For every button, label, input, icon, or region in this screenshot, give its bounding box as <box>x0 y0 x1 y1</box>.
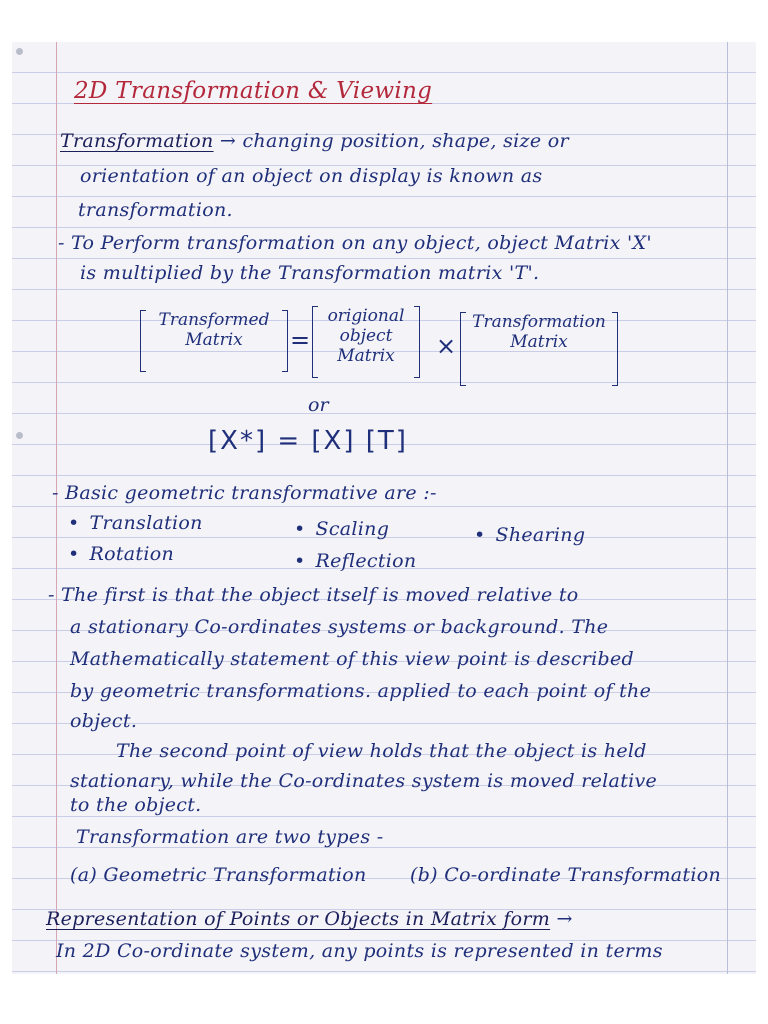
page-title: 2D Transformation & Viewing <box>74 78 433 104</box>
definition-line-2: orientation of an object on display is known as <box>80 165 543 187</box>
basic-item-rotation: • Rotation <box>68 543 174 565</box>
paragraph1-line-5: object. <box>70 710 138 732</box>
paragraph2-line-3: to the object. <box>70 794 202 816</box>
basic-heading: - Basic geometric transformative are :- <box>52 482 437 504</box>
binder-hole <box>16 432 23 439</box>
representation-heading: Representation of Points or Objects in Matrix form <box>46 908 551 930</box>
definition-line-3: transformation. <box>78 199 233 221</box>
transformation-matrix-bracket <box>460 312 618 386</box>
transformation-matrix-label-2: Matrix <box>510 332 568 352</box>
short-form-equation: [X*] = [X] [T] <box>208 426 408 456</box>
original-matrix-label-1: origional <box>327 306 405 326</box>
type-b: (b) Co-ordinate Transformation <box>410 864 722 886</box>
margin-line <box>56 42 57 974</box>
transformed-matrix-bracket <box>140 310 288 372</box>
type-a: (a) Geometric Transformation <box>70 864 367 886</box>
definition-arrow: → <box>219 130 237 152</box>
original-matrix-label-2: object <box>339 326 393 346</box>
notebook-page <box>12 42 756 974</box>
paragraph1-line-2: a stationary Co-ordinates systems or background. The <box>70 616 609 638</box>
paragraph2-line-1: The second point of view holds that the object is held <box>116 740 647 762</box>
basic-item-shearing: • Shearing <box>474 524 585 546</box>
basic-item-scaling: • Scaling <box>294 518 389 540</box>
basic-item-reflection: • Reflection <box>294 550 416 572</box>
paragraph1-line-3: Mathematically statement of this view point is described <box>70 648 635 670</box>
times-sign: × <box>436 332 457 360</box>
paragraph2-line-2: stationary, while the Co-ordinates system is moved relative <box>70 770 658 792</box>
representation-arrow: → <box>556 908 573 930</box>
definition-line-1 <box>60 130 569 152</box>
original-matrix-bracket <box>312 306 420 378</box>
transformed-matrix-label-1: Transformed <box>158 310 270 330</box>
or-text: or <box>308 394 329 416</box>
perform-line-1: - To Perform transformation on any object, object Matrix 'X' <box>58 232 652 254</box>
definition-term: Transformation <box>60 130 214 152</box>
binder-hole <box>16 48 23 55</box>
transformed-matrix-label-2: Matrix <box>185 330 243 350</box>
representation-line-1: In 2D Co-ordinate system, any points is represented in terms <box>56 940 663 962</box>
paragraph1-line-4: by geometric transformations. applied to each point of the <box>70 680 652 702</box>
basic-item-translation: • Translation <box>68 512 203 534</box>
transformation-matrix-label-1: Transformation <box>472 312 606 332</box>
definition-text: changing position, shape, size or <box>242 130 569 152</box>
paragraph1-line-1: - The first is that the object itself is moved relative to <box>48 584 579 606</box>
types-heading: Transformation are two types - <box>76 826 384 848</box>
equals-sign: = <box>290 326 311 354</box>
representation-heading-line <box>46 908 573 930</box>
original-matrix-label-3: Matrix <box>337 346 395 366</box>
perform-line-2: is multiplied by the Transformation matrix 'T'. <box>80 262 540 284</box>
right-margin-line <box>727 42 728 974</box>
